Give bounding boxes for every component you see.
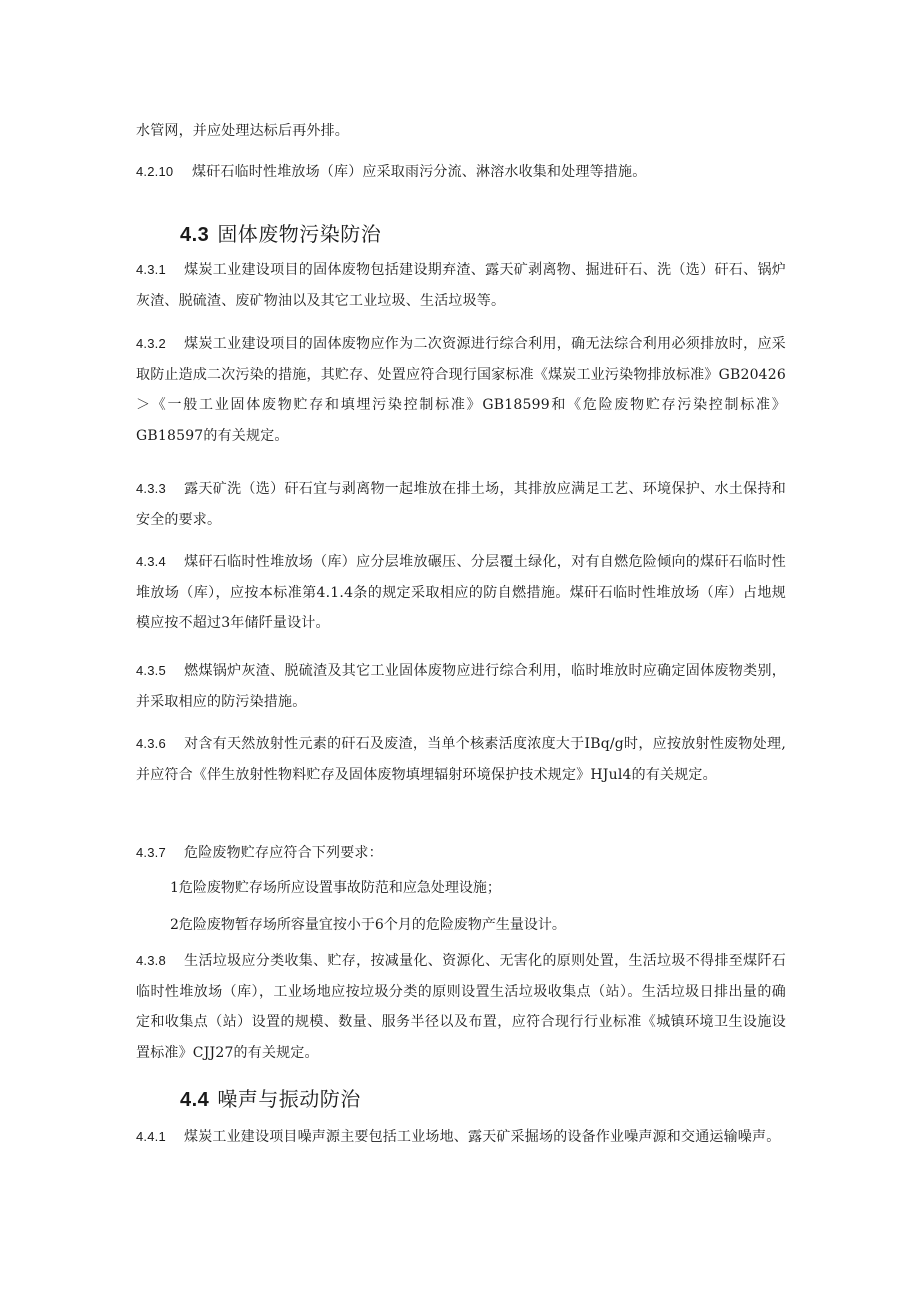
- clause-text: 露天矿洗（选）矸石宜与剥离物一起堆放在排土场，其排放应满足工艺、环境保护、水土保持和安全的要求。: [136, 481, 786, 528]
- clause-text: 煤矸石临时性堆放场（库）应采取雨污分流、淋溶水收集和处理等措施。: [192, 164, 647, 180]
- clause-4-3-1: [136, 255, 786, 316]
- clause-number: 4.3.1: [136, 262, 166, 277]
- clause-number: 4.3.3: [136, 481, 166, 496]
- clause-text: 危险废物贮存应符合下列要求：: [184, 845, 383, 861]
- section-number: 4.3: [180, 224, 210, 246]
- clause-number: 4.3.5: [136, 663, 166, 678]
- paragraph-text: 水管网，并应处理达标后再外排。: [136, 123, 349, 139]
- section-heading-4-4: [180, 1083, 361, 1112]
- clause-4-3-6: [136, 729, 786, 790]
- list-item: 2危险废物暂存场所容量宜按小于6个月的危险废物产生量设计。: [170, 917, 566, 933]
- clause-number: 4.3.2: [136, 336, 166, 351]
- section-heading-4-3: [180, 218, 381, 247]
- clause-4-3-3: [136, 474, 786, 535]
- clause-number: 4.3.4: [136, 554, 166, 569]
- clause-4-3-2: [136, 329, 786, 451]
- clause-number: 4.3.7: [136, 845, 166, 860]
- clause-4-3-4: [136, 547, 786, 639]
- list-item: 1危险废物贮存场所应设置事故防范和应急处理设施；: [170, 880, 501, 896]
- clause-text: 煤炭工业建设项目的固体废物包括建设期弃渣、露天矿剥离物、掘进矸石、洗（选）矸石、锅炉灰渣、脱硫渣、废矿物油以及其它工业垃圾、生活垃圾等。: [136, 262, 786, 309]
- clause-4-3-5: [136, 656, 786, 717]
- clause-text: 生活垃圾应分类收集、贮存，按减量化、资源化、无害化的原则处置，生活垃圾不得排至煤阡石临时性堆放场（库），工业场地应按垃圾分类的原则设置生活垃圾收集点（站）。生活垃圾日排出量的确定和收集点（站）设置的规模、数量、服务半径以及布置，应符合现行行业标准《城镇环境卫生设施设置标准》CJJ27的有关规定。: [136, 953, 786, 1061]
- clause-text: 燃煤锅炉灰渣、脱硫渣及其它工业固体废物应进行综合利用，临时堆放时应确定固体废物类别，并采取相应的防污染措施。: [136, 663, 786, 710]
- section-title: 固体废物污染防治: [217, 222, 382, 246]
- clause-number: 4.3.6: [136, 736, 166, 751]
- clause-text: 煤炭工业建设项目噪声源主要包括工业场地、露天矿采掘场的设备作业噪声源和交通运输噪声。: [184, 1129, 781, 1145]
- clause-4-4-1: [136, 1122, 786, 1153]
- clause-number: 4.3.8: [136, 953, 166, 968]
- clause-text: 煤矸石临时性堆放场（库）应分层堆放碾压、分层覆土绿化，对有自燃危险倾向的煤矸石临时性堆放场（库），应按本标准第4.1.4条的规定采取相应的防自燃措施。煤矸石临时性堆放场（库）占地规模应按不超过3年储阡量设计。: [136, 554, 786, 631]
- clause-number: 4.2.10: [136, 164, 174, 179]
- clause-4-2-10: [136, 157, 786, 188]
- clause-4-3-8: [136, 946, 786, 1068]
- clause-4-3-7: [136, 838, 786, 869]
- paragraph-continuation: [136, 116, 786, 147]
- clause-number: 4.4.1: [136, 1129, 166, 1144]
- section-title: 噪声与振动防治: [217, 1087, 361, 1111]
- clause-text: 煤炭工业建设项目的固体废物应作为二次资源进行综合利用，确无法综合利用必须排放时，应采取防止造成二次污染的措施，其贮存、处置应符合现行国家标准《煤炭工业污染物排放标准》GB20426＞《一般工业固体废物贮存和填埋污染控制标准》GB18599和《危险废物贮存污染控制标准》GB18597的有关规定。: [136, 336, 786, 444]
- clause-text: 对含有天然放射性元素的矸石及废渣，当单个核素活度浓度大于IBq/g时，应按放射性废物处理,并应符合《伴生放射性物料贮存及固体废物填埋辐射环境保护技术规定》HJul4的有关规定。: [136, 736, 786, 783]
- section-number: 4.4: [180, 1089, 210, 1111]
